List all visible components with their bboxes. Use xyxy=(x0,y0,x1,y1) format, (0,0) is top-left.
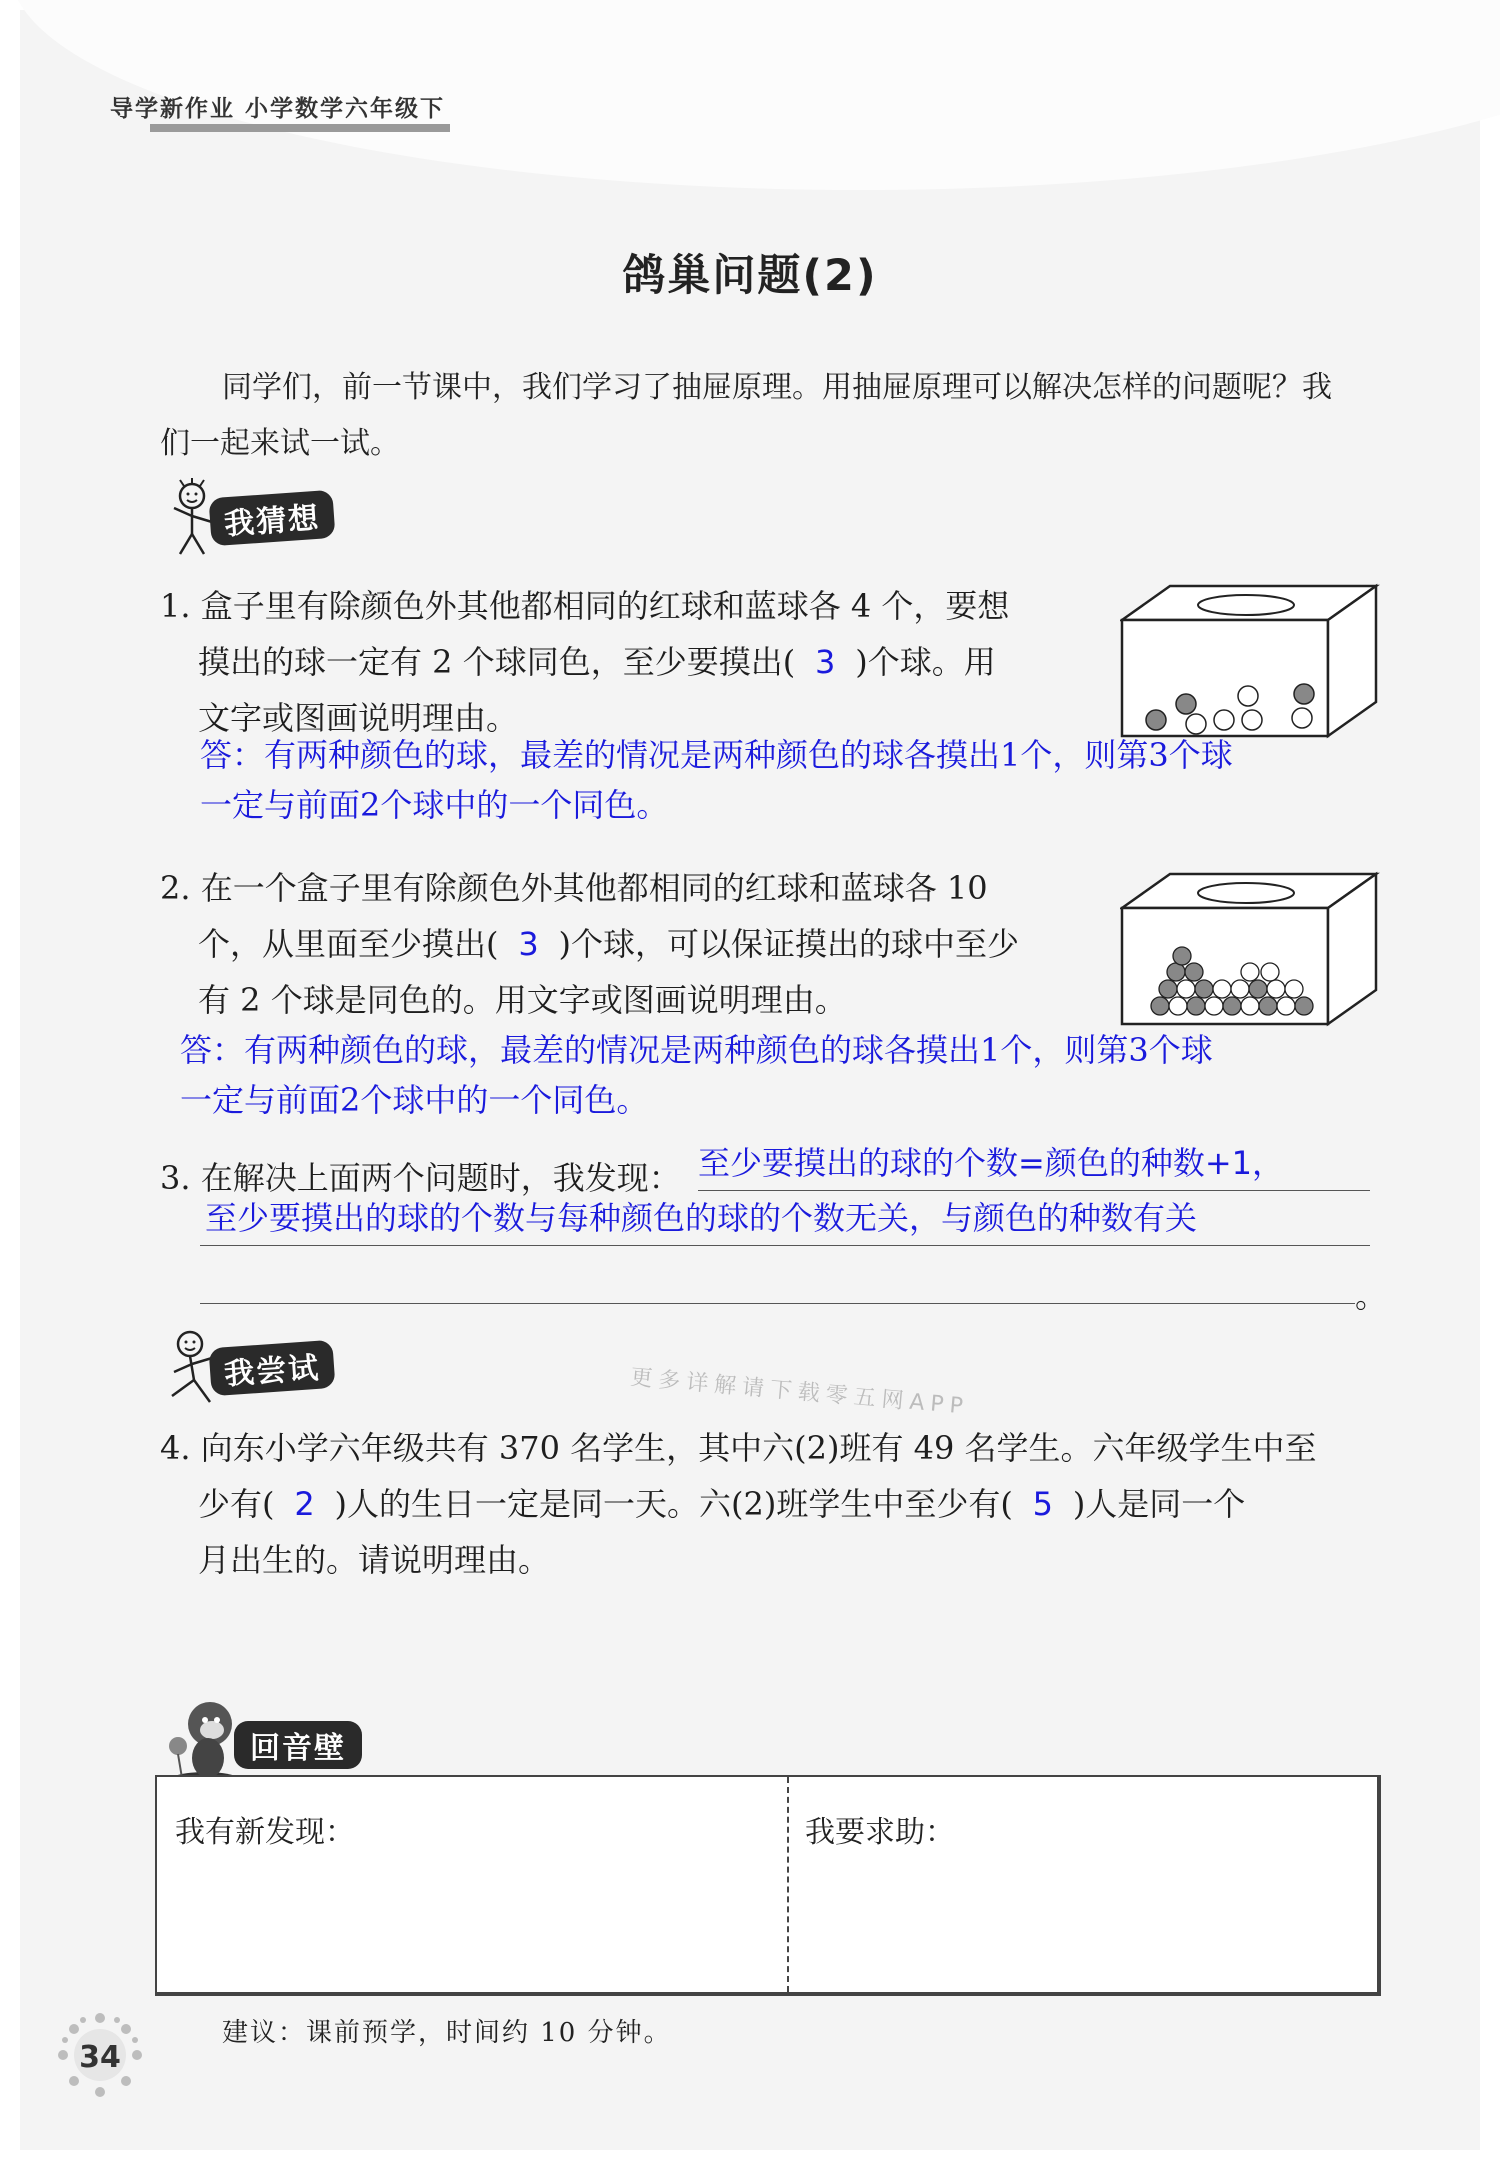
q3-answer-underline-2 xyxy=(200,1245,1370,1246)
q4-line2-a: 少有( xyxy=(198,1485,275,1523)
page-number: 34 xyxy=(79,2040,121,2075)
q2-line2 xyxy=(198,916,1019,972)
watermark: 更多详解请下载零五网APP xyxy=(629,1365,970,1420)
q3-answer-underline-1 xyxy=(698,1190,1370,1191)
q2-answer-line2: 一定与前面2个球中的一个同色。 xyxy=(180,1081,649,1119)
q4-blank2-answer: 5 xyxy=(1032,1485,1053,1523)
q2-line2-post: )个球，可以保证摸出的球中至少 xyxy=(558,925,1019,963)
echo-new-discovery-label: 我有新发现： xyxy=(175,1815,355,1850)
q2-line1: 2. 在一个盒子里有除颜色外其他都相同的红球和蓝球各 10 xyxy=(160,869,988,907)
q1-line2-post: )个球。用 xyxy=(855,643,996,681)
study-suggestion: 建议：课前预学，时间约 10 分钟。 xyxy=(222,2018,672,2048)
q2-answer-line1: 答：有两种颜色的球，最差的情况是两种颜色的球各摸出1个，则第3个球 xyxy=(180,1031,1213,1069)
book-series-title: 导学新作业 小学数学六年级下 xyxy=(110,96,446,122)
echo-ask-help-label: 我要求助： xyxy=(805,1815,955,1850)
echo-wall-box xyxy=(155,1775,1381,1996)
section-try-label: 我尝试 xyxy=(208,1340,335,1397)
ball-box-2-illustration xyxy=(1120,868,1380,1028)
page-title: 鸽巢问题(2) xyxy=(622,251,878,301)
q2-blank-answer: 3 xyxy=(518,925,539,963)
page-number-badge xyxy=(55,2010,145,2100)
section-try-badge xyxy=(160,1328,334,1408)
q3-answer-line2: 至少要摸出的球的个数与每种颜色的球的个数无关，与颜色的种数有关 xyxy=(205,1199,1198,1237)
q4-blank1-answer: 2 xyxy=(294,1485,315,1523)
header-rule xyxy=(150,124,450,132)
intro-paragraph: 同学们，前一节课中，我们学习了抽屉原理。用抽屉原理可以解决怎样的问题呢？我们一起来试一试。 xyxy=(160,370,1332,461)
q4-line2-c: )人是同一个 xyxy=(1072,1485,1246,1523)
q4-line3: 月出生的。请说明理由。 xyxy=(198,1541,551,1579)
q1-line2 xyxy=(198,634,996,690)
q1-line1: 1. 盒子里有除颜色外其他都相同的红球和蓝球各 4 个，要想 xyxy=(160,587,1010,625)
q2-line3: 有 2 个球是同色的。用文字或图画说明理由。 xyxy=(198,981,847,1019)
q4-line2 xyxy=(198,1476,1245,1532)
q3-prefix: 3. 在解决上面两个问题时，我发现： xyxy=(160,1159,681,1197)
q3-answer-underline-3 xyxy=(200,1303,1355,1304)
echo-wall-label: 回音壁 xyxy=(234,1721,362,1769)
q1-blank-answer: 3 xyxy=(815,643,836,681)
q3-end-mark: 。 xyxy=(1355,1277,1388,1315)
ball-box-1-illustration xyxy=(1120,580,1380,740)
q1-line2-pre: 摸出的球一定有 2 个球同色，至少要摸出( xyxy=(198,643,796,681)
echo-wall-divider xyxy=(787,1777,789,1992)
q1-line3: 文字或图画说明理由。 xyxy=(198,699,519,737)
q4-line2-b: )人的生日一定是同一天。六(2)班学生中至少有( xyxy=(334,1485,1013,1523)
q1-answer-line2: 一定与前面2个球中的一个同色。 xyxy=(200,786,669,824)
section-guess-label: 我猜想 xyxy=(208,490,335,547)
q1-answer-line1: 答：有两种颜色的球，最差的情况是两种颜色的球各摸出1个，则第3个球 xyxy=(200,736,1233,774)
section-guess-badge xyxy=(160,478,334,558)
q3-answer-line1: 至少要摸出的球的个数=颜色的种数+1， xyxy=(698,1144,1284,1182)
q4-line1: 4. 向东小学六年级共有 370 名学生，其中六(2)班有 49 名学生。六年级学生中至 xyxy=(160,1429,1317,1467)
q2-line2-pre: 个，从里面至少摸出( xyxy=(198,925,499,963)
